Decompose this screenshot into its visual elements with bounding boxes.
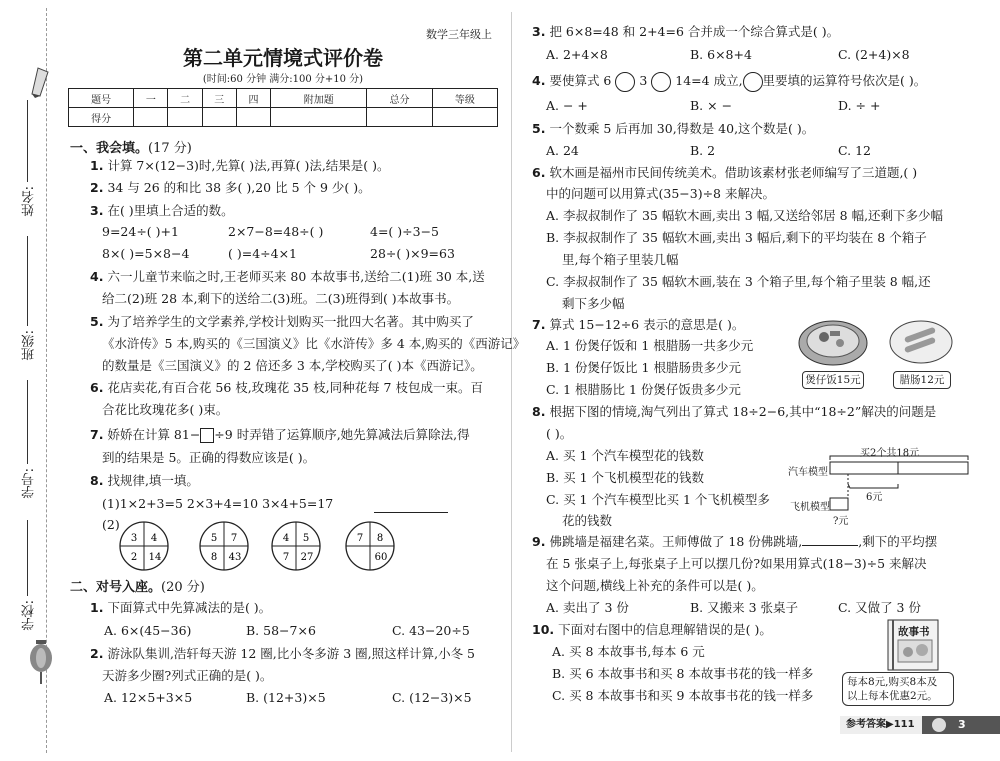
option-a[interactable]: A. − + [546,98,588,113]
question-text: 计算 7×(12−3)时,先算( )法,再算( )法,结果是( )。 [107,158,390,173]
score-cell: 等级 [432,89,497,108]
section-1-points: (17 分) [148,141,192,156]
binding-strip [0,0,62,761]
score-cell: 附加题 [271,89,367,108]
id-line [27,380,28,464]
score-cell: 总分 [367,89,432,108]
score-table-score-row [69,108,498,127]
answer-line[interactable] [802,545,858,546]
diagram-diff-label: 6元 [866,492,883,503]
name-label: 姓名: [22,186,37,217]
class-label: 班级: [22,330,37,361]
wheel-value: 8 [210,552,218,563]
option-a[interactable]: A. 1 份煲仔饭和 1 根腊肠一共多少元 [546,338,754,353]
wheel-value: 7 [282,552,290,563]
question-text: 在( )里填上合适的数。 [107,203,234,218]
section-2-title: 二、对号入座。 [70,580,162,595]
sausage-plate-icon [888,318,954,366]
score-input-cell[interactable] [271,108,367,127]
question-2-2: 2. 游泳队集训,浩轩每天游 12 圈,比小冬多游 3 圈,照这样计算,小冬 5 [90,646,476,661]
section-1-title: 一、我会填。 [70,141,149,156]
option-b[interactable]: B. 买 6 本故事书和买 8 本故事书花的钱一样多 [552,666,814,681]
option-a[interactable]: A. 6×(45−36) [104,623,192,638]
option-a[interactable]: A. 12×5+3×5 [104,690,193,705]
option-a[interactable]: A. 买 1 个汽车模型花的钱数 [546,448,704,463]
question-text: 里要填的运算符号依次是( )。 [762,73,927,88]
wheel-value: 7 [230,533,238,544]
class-line [27,236,28,326]
score-cell: 题号 [69,89,134,108]
question-2-8-cont: ( )。 [546,426,573,441]
question-text: 一个数乘 5 后再加 30,得数是 40,这个数是( )。 [549,121,815,136]
option-c[interactable]: C. 买 8 本故事书和买 9 本故事书花的钱一样多 [552,688,814,703]
blank-box[interactable] [200,428,214,443]
school-label: 学校: [22,600,37,631]
question-text: 佛跳墙是福建名菜。王师傅做了 18 份佛跳墙, [549,534,803,549]
option-a[interactable]: A. 2+4×8 [546,47,608,62]
question-2-1: 1. 下面算式中先算减法的是( )。 [90,600,272,615]
question-text: 花店卖花,有百合花 56 枝,玫瑰花 35 枝,同种花每 7 枝包成一束。百 [107,380,483,395]
score-input-cell[interactable] [202,108,236,127]
page-footer [840,716,1000,734]
wheel-value: 4 [150,533,158,544]
wheel-value: 27 [300,552,314,563]
question-2-9-cont: 这个问题,横线上补充的条件可以是( )。 [546,578,764,593]
option-c-cont: 花的钱数 [562,513,613,528]
option-d[interactable]: D. ÷ + [838,98,881,113]
question-text: 下面对右图中的信息理解错误的是( )。 [558,622,772,637]
question-1-5-cont: 《水浒传》5 本,购买的《三国演义》比《水浒传》多 4 本,购买的《西游记》 [102,336,526,351]
option-a[interactable]: A. 卖出了 3 份 [546,600,629,615]
option-a[interactable]: A. 李叔叔制作了 35 幅软木画,卖出 3 幅,又送给邻居 8 幅,还剩下多少幅 [546,208,944,223]
option-b[interactable]: B. (12+3)×5 [246,690,326,705]
q3-item: 28÷( )×9=63 [370,246,455,261]
question-text: 34 与 26 的和比 38 多( ),20 比 5 个 9 少( )。 [107,180,371,195]
score-table [68,88,498,127]
exam-time-info: (时间:60 分钟 满分:100 分+10 分) [202,74,364,85]
option-b[interactable]: B. 又搬来 3 张桌子 [690,600,799,615]
question-2-6: 6. 软木画是福州市民间传统美术。借助该素材张老师编写了三道题,( ) [532,165,918,180]
pattern-wheel [344,520,396,572]
option-c[interactable]: C. 1 根腊肠比 1 份煲仔饭贵多少元 [546,382,741,397]
storybook-title: 故事书 [898,626,930,638]
option-b[interactable]: B. × − [690,98,733,113]
grade-label: 数学三年级上 [426,28,492,41]
question-2-9-cont: 在 5 张桌子上,每张桌子上可以摆几份?如果用算式(18−3)÷5 来解决 [546,556,927,571]
price-note-bubble [842,672,954,706]
option-b[interactable]: B. 李叔叔制作了 35 幅软木画,卖出 3 幅后,剩下的平均装在 8 个箱子 [546,230,927,245]
lantern-decoration-icon [24,632,58,688]
wheel-value: 5 [210,533,218,544]
question-2-7: 7. 算式 15−12÷6 表示的意思是( )。 [532,317,745,332]
question-1-8: 8. 找规律,填一填。 [90,473,199,488]
option-c[interactable]: C. 李叔叔制作了 35 幅软木画,装在 3 个箱子里,每个箱子里装 8 幅,还 [546,274,931,289]
question-text: 六一儿童节来临之时,王老师买来 80 本故事书,送给二(1)班 30 本,送 [107,269,485,284]
diagram-unknown-label: ?元 [833,516,849,527]
question-1-5-cont: 的数量是《三国演义》的 2 倍还多 3 本,学校购买了( )本《西游记》。 [102,358,483,373]
wheel-value: 3 [130,533,138,544]
option-b[interactable]: B. 6×8+4 [690,47,752,62]
wheel-value: 8 [376,533,384,544]
question-1-4: 4. 六一儿童节来临之时,王老师买来 80 本故事书,送给二(1)班 30 本,送 [90,269,485,284]
wheel-value: 7 [356,533,364,544]
question-text: ,剩下的平均摆 [858,534,938,549]
option-b[interactable]: B. 58−7×6 [246,623,316,638]
q3-item: 8×( )=5×8−4 [102,246,190,261]
question-1-3: 3. 在( )里填上合适的数。 [90,203,234,218]
option-c[interactable]: C. (12−3)×5 [392,690,472,705]
price-card-claypot: 煲仔饭15元 [802,371,864,389]
option-c[interactable]: C. 买 1 个汽车模型比买 1 个飞机模型多 [546,492,770,507]
blank-circle[interactable] [615,72,635,92]
wheel-value: 2 [130,552,138,563]
section-1-heading [70,137,192,156]
option-b[interactable]: B. 买 1 个飞机模型花的钱数 [546,470,705,485]
answer-reference: 参考答案▶111 [840,716,922,734]
q3-item: ( )=4÷4×1 [228,246,298,261]
question-1-6: 6. 花店卖花,有百合花 56 枝,玫瑰花 35 枝,同种花每 7 枝包成一束。百 [90,380,483,395]
question-1-8-part2: (2) [102,517,120,532]
bar-diagram [828,452,978,522]
pattern-wheel [270,520,322,572]
score-input-cell[interactable] [432,108,497,127]
option-a[interactable]: A. 24 [546,143,579,158]
question-text: 要使算式 6 [549,73,612,88]
question-text: 根据下图的情境,淘气列出了算式 18÷2−6,其中“18÷2”解决的问题是 [549,404,937,419]
question-2-5: 5. 一个数乘 5 后再加 30,得数是 40,这个数是( )。 [532,121,815,136]
column-divider [511,12,512,752]
question-2-10: 10. 下面对右图中的信息理解错误的是( )。 [532,622,772,637]
score-cell: 一 [134,89,168,108]
option-c[interactable]: C. (2+4)×8 [838,47,910,62]
pattern-wheel [198,520,250,572]
question-text: 娇娇在计算 81− [107,427,201,442]
question-text: ÷9 时弄错了运算顺序,她先算减法后算除法,得 [214,427,470,442]
school-line [27,520,28,596]
question-1-7-cont: 到的结果是 5。正确的得数应该是( )。 [102,450,316,465]
option-c[interactable]: C. 43−20÷5 [392,623,470,638]
question-1-5: 5. 为了培养学生的文学素养,学校计划购买一批四大名著。其中购买了 [90,314,474,329]
question-text: 算式 15−12÷6 表示的意思是( )。 [549,317,745,332]
question-text: 把 6×8=48 和 2+4=6 合并成一个综合算式是( )。 [549,24,840,39]
option-b[interactable]: B. 1 份煲仔饭比 1 根腊肠贵多少元 [546,360,741,375]
question-text: 游泳队集训,浩轩每天游 12 圈,比小冬多游 3 圈,照这样计算,小冬 5 [107,646,476,661]
q3-item: 4=( )÷3−5 [370,224,440,239]
wheel-value: 43 [228,552,242,563]
diagram-total-label: 买2个共18元 [860,448,920,459]
option-c-cont: 剩下多少幅 [562,296,625,311]
price-note-line: 以上每本优惠2元。 [847,690,938,702]
option-c[interactable]: C. 又做了 3 份 [838,600,921,615]
question-text: 软木画是福州市民间传统美术。借助该素材张老师编写了三道题,( ) [549,165,918,180]
magnifier-icon [932,718,946,732]
question-1-8-part1: (1)1×2+3=5 2×3+4=10 3×4+5=17 [102,496,334,511]
question-1-7: 7. 娇娇在计算 81− ÷9 时弄错了运算顺序,她先算减法后算除法,得 [90,427,470,442]
diagram-car-label: 汽车模型 [788,467,828,478]
wheel-value: 14 [148,552,162,563]
question-1-4-cont: 给二(2)班 28 本,剩下的送给二(3)班。二(3)班得到( )本故事书。 [102,291,460,306]
question-text: 14=4 成立, [675,73,743,88]
question-text: 下面算式中先算减法的是( )。 [107,600,272,615]
question-1-6-cont: 合花比玫瑰花多( )束。 [102,402,229,417]
score-cell: 二 [168,89,202,108]
score-cell: 得分 [69,108,134,127]
question-text: 为了培养学生的文学素养,学校计划购买一批四大名著。其中购买了 [107,314,474,329]
wheel-value: 4 [282,533,290,544]
id-label: 学号: [22,468,37,499]
score-table-header-row [69,89,498,108]
section-2-heading [70,576,205,595]
score-cell: 四 [236,89,270,108]
question-text: 3 [639,73,648,88]
option-a[interactable]: A. 买 8 本故事书,每本 6 元 [552,644,705,659]
page-title: 第二单元情境式评价卷 [183,46,383,70]
question-2-2-cont: 天游多少圈?列式正确的是( )。 [102,668,273,683]
blank-circle[interactable] [743,72,763,92]
wheel-value: 60 [374,552,388,563]
option-c[interactable]: C. 12 [838,143,871,158]
answer-line[interactable] [374,512,448,513]
claypot-rice-icon [796,315,870,367]
page-number: 3 [958,718,966,731]
section-2-points: (20 分) [161,580,205,595]
question-2-9: 9. 佛跳墙是福建名菜。王师傅做了 18 份佛跳墙, ,剩下的平均摆 [532,534,938,549]
question-2-4: 4. 要使算式 6 3 14=4 成立, 里要填的运算符号依次是( )。 [532,70,926,92]
name-line [27,100,28,182]
score-input-cell[interactable] [367,108,432,127]
score-input-cell[interactable] [236,108,270,127]
q3-item: 9=24÷( )+1 [102,224,179,239]
q3-item: 2×7−8=48÷( ) [228,224,324,239]
score-input-cell[interactable] [134,108,168,127]
pattern-wheel [118,520,170,572]
option-b-cont: 里,每个箱子里装几幅 [562,252,679,267]
blank-circle[interactable] [651,72,671,92]
option-b[interactable]: B. 2 [690,143,716,158]
pencil-icon [28,64,54,98]
price-card-sausage: 腊肠12元 [893,371,951,389]
question-1-1: 1. 计算 7×(12−3)时,先算( )法,再算( )法,结果是( )。 [90,158,390,173]
wheel-value: 5 [302,533,310,544]
question-2-3: 3. 把 6×8=48 和 2+4=6 合并成一个综合算式是( )。 [532,24,840,39]
score-cell: 三 [202,89,236,108]
score-input-cell[interactable] [168,108,202,127]
question-1-2: 2. 34 与 26 的和比 38 多( ),20 比 5 个 9 少( )。 [90,180,371,195]
question-text: 找规律,填一填。 [107,473,199,488]
question-2-6-cont: 中的问题可以用算式(35−3)÷8 来解决。 [546,186,775,201]
price-note-line: 每本8元,购买8本及 [847,676,938,688]
question-2-8: 8. 根据下图的情境,淘气列出了算式 18÷2−6,其中“18÷2”解决的问题是 [532,404,937,419]
diagram-plane-label: 飞机模型 [790,502,830,513]
